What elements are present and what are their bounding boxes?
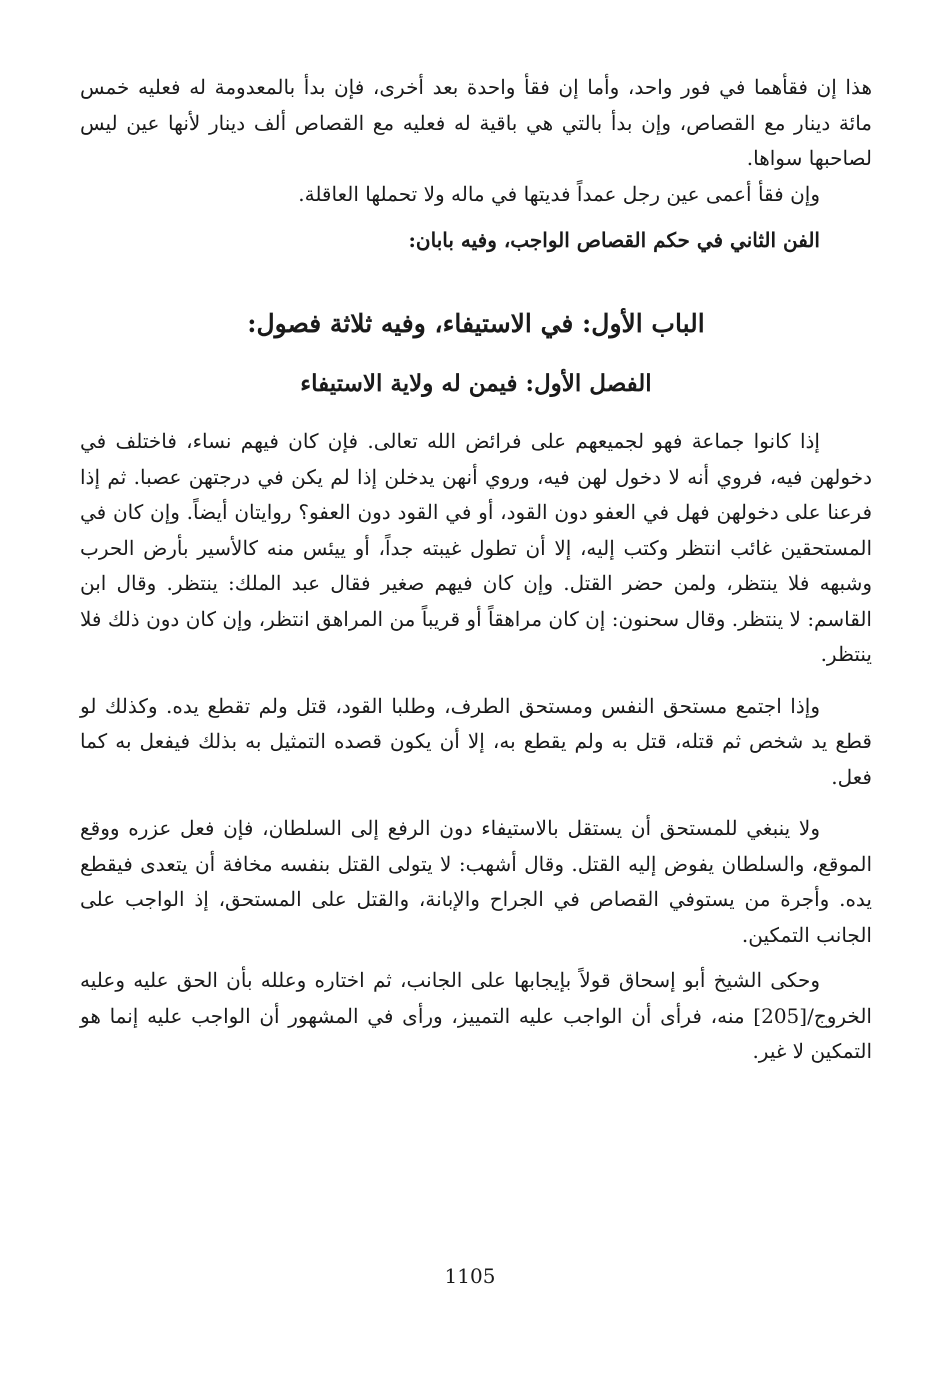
paragraph-self-and-limb: وإذا اجتمع مستحق النفس ومستحق الطرف، وطلبا القود، قتل ولم تقطع يده. وكذلك لو قطع يد شخص ثم قتله، قتل به ولم يقطع به، إلا أن يكون قصده التمثيل به بذلك فيفعل به كما فعل. xyxy=(80,693,872,789)
paragraph-blind-man: وإن فقأ أعمى عين رجل عمداً فديتها في ماله ولا تحملها العاقلة. xyxy=(298,181,820,206)
spacer xyxy=(80,953,872,963)
spacer xyxy=(80,212,872,222)
document-page xyxy=(80,70,872,1070)
spacer xyxy=(80,673,872,689)
chapter-heading: الباب الأول: في الاستيفاء، وفيه ثلاثة فصول: xyxy=(247,309,705,338)
page-number: 1105 xyxy=(444,1264,496,1288)
subchapter-heading: الفصل الأول: فيمن له ولاية الاستيفاء xyxy=(300,370,652,397)
spacer xyxy=(80,258,872,304)
paragraph-continuation: هذا إن فقأهما في فور واحد، وأما إن فقأ واحدة بعد أخرى، فإن بدأ بالمعدومة له فعليه خمس مائة دينار مع القصاص، وإن بدأ بالتي هي باقية له فعليه مع القصاص ألف دينار لأنها عين ليس لصاحبها سواها. xyxy=(80,75,872,170)
paragraph-heirs: إذا كانوا جماعة فهو لجميعهم على فرائض الله تعالى. فإن كان فيهم نساء، فاختلف في دخولهن فيه، فروي أنه لا دخول لهن فيه، وروي أنهن يدخلن إذا لم يكن في درجتهن عصبا. ثم إذا فرعنا على دخولهن فهل في العفو دون القود، أو في القود دون العفو؟ روايتان أيضاً. وإن كان في المستحقين غائب انتظر وكتب إليه، إلا أن تطول غيبته جداً، أو ييئس منه كالأسير بأرض الحرب وشبهه فلا ينتظر، ولمن حضر القتل. وإن كان فيهم صغير فقال عبد الملك: ينتظر. وقال ابن القاسم: لا ينتظر. وقال سحنون: إن كان مراهقاً أو قريباً من المراهق انتظر، وإن كان دون ذلك فلا ينتظر. xyxy=(80,429,873,666)
paragraph-abu-ishaq: وحكى الشيخ أبو إسحاق قولاً بإيجابها على الجانب، ثم اختاره وعلله بأن الحق عليه وعليه الخروج/[205] منه، فرأى أن الواجب عليه التمييز، ورأى في المشهور أن الواجب عليه إنما هو التمكين لا غير. xyxy=(80,968,872,1063)
spacer xyxy=(80,404,872,424)
spacer xyxy=(80,344,872,364)
paragraph-sultan: ولا ينبغي للمستحق أن يستقل بالاستيفاء دون الرفع إلى السلطان، فإن فعل عزره ووقع الموقع، والسلطان يفوض إليه القتل. وقال أشهب: لا يتولى القتل بنفسه مخافة أن يتعدى فيقطع يده. وأجرة من يستوفي القصاص في الجراح والإبانة، والقتل على المستحق، إذ الواجب على الجانب التمكين. xyxy=(80,816,872,947)
spacer xyxy=(80,795,872,811)
section-heading: الفن الثاني في حكم القصاص الواجب، وفيه بابان: xyxy=(408,228,820,252)
